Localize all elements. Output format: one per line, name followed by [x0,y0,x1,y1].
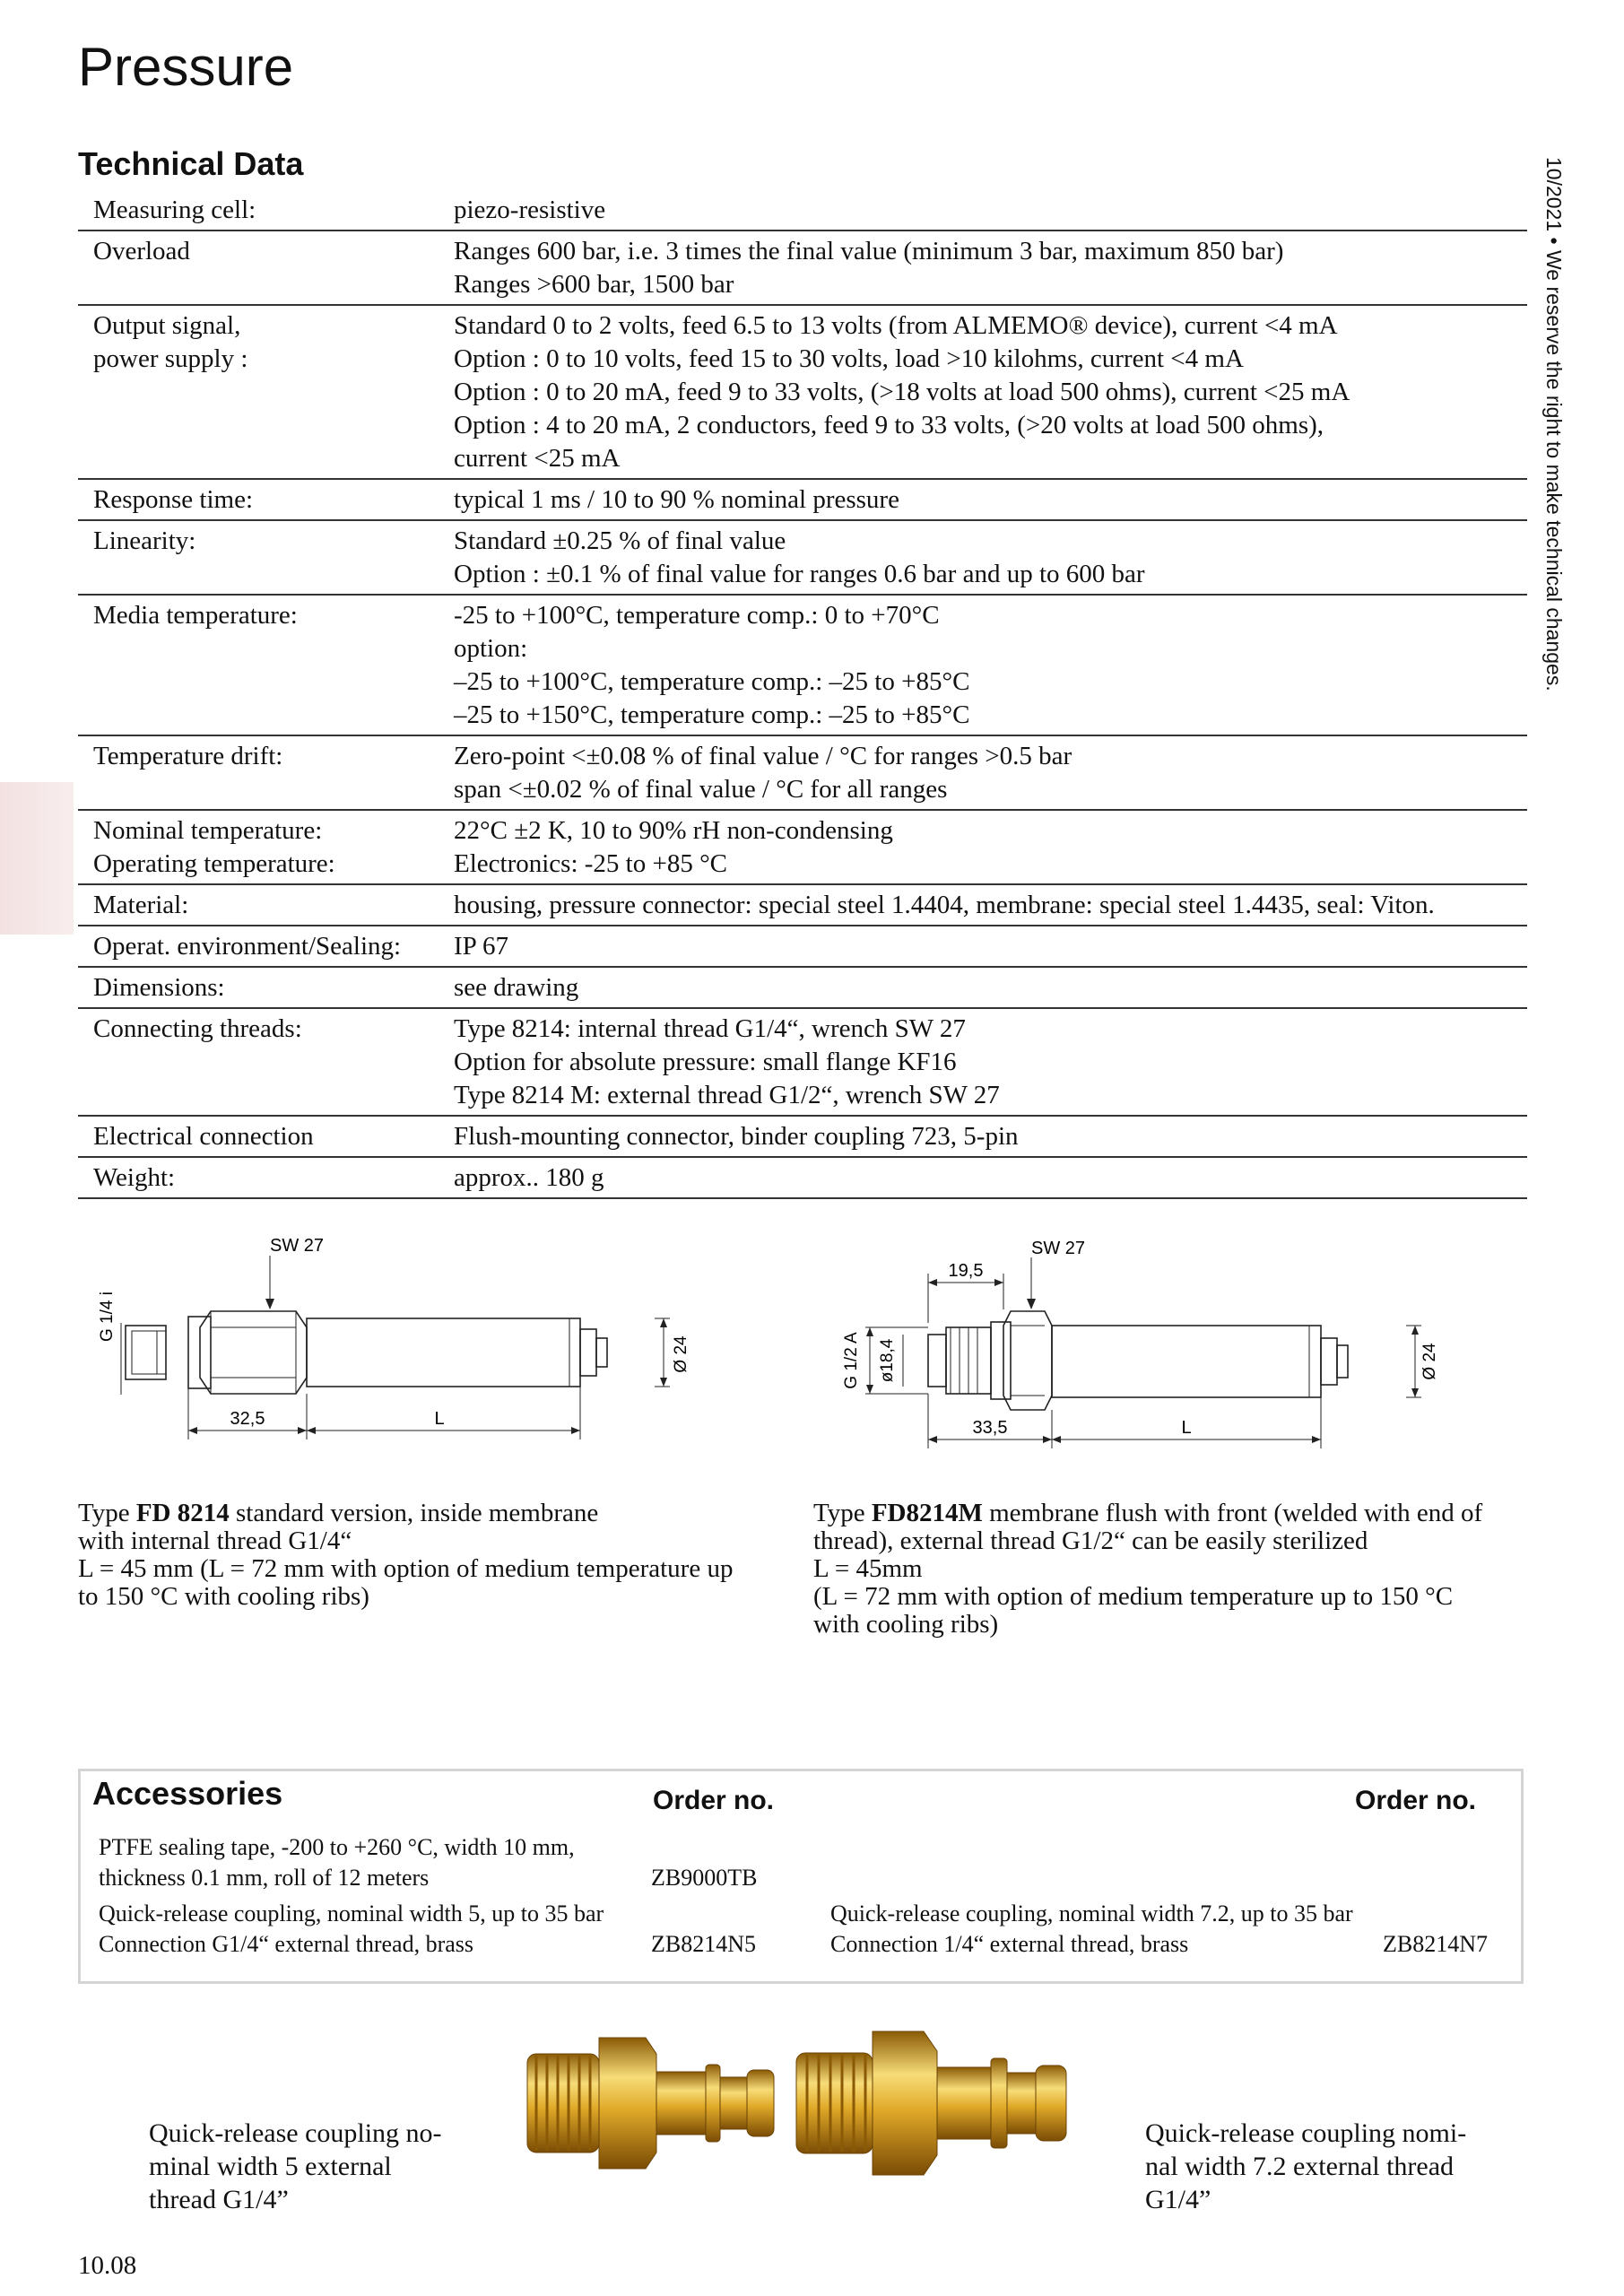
drawing-fd8214m [838,1238,1448,1462]
spec-value-line: approx.. 180 g [454,1163,604,1192]
spec-value [454,735,1527,810]
spec-row [78,520,1527,595]
accessories-title: Accessories [92,1775,283,1812]
side-note: 10/2021 • We reserve the right to make technical changes. [1542,157,1566,691]
spec-value [454,1008,1527,1116]
sw-label: SW 27 [270,1236,325,1256]
caption-fd8214 [78,1500,795,1611]
caption-line: with internal thread G1/4“ [78,1526,352,1555]
accessories-box [78,1769,1524,1984]
spec-label-line: Dimensions: [93,973,225,1002]
drawing-fd8214 [98,1229,713,1453]
spec-value-line: housing, pressure connector: special steel 1.4404, membrane: special steel 1.4435, seal: Viton. [454,891,1435,919]
coupling-n5-photo [520,2027,780,2179]
spec-value [454,1116,1527,1157]
spec-value-line: typical 1 ms / 10 to 90 % nominal pressure [454,485,899,514]
accessory-item-coupling-n5 [99,1899,604,1960]
spec-value-line: Option : 0 to 20 mA, feed 9 to 33 volts, (>18 volts at load 500 ohms), current <25 mA [454,378,1350,406]
spec-label [78,967,454,1008]
spec-value-line: span <±0.02 % of final value / °C for all ranges [454,775,948,804]
spec-label-line: Nominal temperature: [93,816,323,845]
caption-type-prefix: Type [813,1499,872,1527]
inner-diameter-label: ø18,4 [878,1338,897,1383]
caption-line: (L = 72 mm with option of medium temperature up to 150 °C [813,1582,1454,1611]
order-no-header: Order no. [653,1786,775,1815]
spec-label-line: Output signal, [93,311,241,340]
accessory-order-no: ZB8214N7 [1383,1931,1488,1957]
caption-type-name: FD8214M [871,1499,983,1527]
spec-row [78,926,1527,967]
coupling-n7-photo [789,2022,1076,2184]
accessory-description: Quick-release coupling, nominal width 7.2, up to 35 bar [830,1900,1353,1926]
page-number: 10.08 [78,2251,137,2280]
spec-value-line: Ranges 600 bar, i.e. 3 times the final value (minimum 3 bar, maximum 850 bar) [454,237,1284,265]
spec-value-line: Standard ±0.25 % of final value [454,526,786,555]
spec-label [78,479,454,520]
spec-label [78,520,454,595]
spec-row [78,810,1527,884]
caption-line: membrane flush with front (welded with end of [982,1499,1483,1527]
dim-a-label: 33,5 [972,1418,1008,1438]
accessory-description: Connection G1/4“ external thread, brass [99,1931,474,1957]
spec-row [78,884,1527,926]
spec-label [78,1157,454,1198]
spec-value [454,479,1527,520]
spec-row [78,479,1527,520]
spec-label [78,1008,454,1116]
spec-label-line: Measuring cell: [93,196,256,224]
spec-row [78,192,1527,230]
accessory-description: PTFE sealing tape, -200 to +260 °C, width 10 mm, [99,1834,575,1860]
accessory-description: Connection 1/4“ external thread, brass [830,1931,1189,1957]
dim-a-label: 32,5 [230,1409,265,1429]
spec-label-line: Response time: [93,485,254,514]
dim-l-label: L [1181,1418,1192,1438]
caption-type-name: FD 8214 [135,1499,230,1527]
spec-label-line: Operating temperature: [93,849,335,878]
spec-value [454,230,1527,305]
accessory-order-no: ZB8214N5 [651,1931,756,1957]
sw-label: SW 27 [1031,1239,1086,1258]
page-title: Pressure [78,37,294,97]
spec-label-line: Linearity: [93,526,196,555]
spec-label [78,230,454,305]
photo-caption-line: thread G1/4” [149,2185,289,2214]
spec-value-line: IP 67 [454,932,508,961]
caption-type-prefix: Type [78,1499,136,1527]
spec-label-line: Temperature drift: [93,742,283,770]
spec-value-line: Option : ±0.1 % of final value for ranges 0.6 bar and up to 600 bar [454,560,1145,588]
accessory-description: thickness 0.1 mm, roll of 12 meters [99,1865,430,1891]
spec-label-line: Electrical connection [93,1122,314,1151]
caption-line: L = 45mm [813,1554,923,1583]
spec-value-line: current <25 mA [454,444,621,473]
spec-value-line: Option for absolute pressure: small flange KF16 [454,1048,957,1076]
photo-caption-line: minal width 5 external [149,2152,392,2181]
spec-value [454,967,1527,1008]
spec-row [78,230,1527,305]
spec-value-line: -25 to +100°C, temperature comp.: 0 to +70°C [454,601,940,630]
spec-row [78,595,1527,735]
order-no-header: Order no. [1355,1786,1477,1815]
spec-value-line: Type 8214 M: external thread G1/2“, wrench SW 27 [454,1081,1000,1109]
spec-row [78,1116,1527,1157]
spec-value-line: see drawing [454,973,579,1002]
spec-value-line: Option : 4 to 20 mA, 2 conductors, feed 9 to 33 volts, (>20 volts at load 500 ohms), [454,411,1324,439]
photo-caption-line: nal width 7.2 external thread [1145,2152,1455,2181]
spec-label [78,595,454,735]
spec-label [78,735,454,810]
spec-value-line: option: [454,634,528,663]
spec-value-line: –25 to +150°C, temperature comp.: –25 to +85°C [454,700,970,729]
spec-row [78,967,1527,1008]
spec-value [454,520,1527,595]
spec-value [454,1157,1527,1198]
thread-label: G 1/2 A [842,1332,861,1389]
spec-value [454,192,1527,230]
caption-line: with cooling ribs) [813,1610,999,1639]
spec-label-line: Overload [93,237,190,265]
spec-value-line: Standard 0 to 2 volts, feed 6.5 to 13 volts (from ALMEMO® device), current <4 mA [454,311,1338,340]
spec-label-line: Material: [93,891,189,919]
spec-label [78,305,454,479]
spec-row [78,305,1527,479]
photo-caption-line: G1/4” [1145,2185,1211,2214]
spec-label-line: Weight: [93,1163,176,1192]
caption-line: standard version, inside membrane [229,1499,599,1527]
spec-value [454,305,1527,479]
caption-line: L = 45 mm (L = 72 mm with option of medium temperature up [78,1554,734,1583]
spec-row [78,735,1527,810]
spec-label [78,810,454,884]
thread-label: G 1/4 i [98,1292,117,1342]
accessory-item-ptfe-tape [99,1832,575,1893]
spec-value-line: –25 to +100°C, temperature comp.: –25 to +85°C [454,667,970,696]
accessory-description: Quick-release coupling, nominal width 5, up to 35 bar [99,1900,604,1926]
spec-label-line: Operat. environment/Sealing: [93,932,402,961]
spec-value [454,926,1527,967]
photo-caption-n7 [1145,2117,1466,2216]
caption-line: thread), external thread G1/2“ can be easily sterilized [813,1526,1368,1555]
spec-label [78,884,454,926]
spec-value-line: Zero-point <±0.08 % of final value / °C for ranges >0.5 bar [454,742,1073,770]
section-title: Technical Data [78,145,304,182]
photo-caption-line: Quick-release coupling no- [149,2118,442,2148]
caption-fd8214m [813,1500,1531,1639]
spec-value-line: Electronics: -25 to +85 °C [454,849,728,878]
spec-value [454,884,1527,926]
spec-value-line: Option : 0 to 10 volts, feed 15 to 30 volts, load >10 kilohms, current <4 mA [454,344,1244,373]
spec-label [78,192,454,230]
caption-line: to 150 °C with cooling ribs) [78,1582,369,1611]
photo-caption-n5 [149,2117,442,2216]
spec-value-line: piezo-resistive [454,196,606,224]
diameter-label: Ø 24 [672,1335,690,1373]
spec-value-line: Ranges >600 bar, 1500 bar [454,270,734,299]
accent-bar [0,782,74,935]
spec-value-line: Type 8214: internal thread G1/4“, wrench SW 27 [454,1014,966,1043]
photo-caption-line: Quick-release coupling nomi- [1145,2118,1467,2148]
spec-row [78,1008,1527,1116]
spec-row [78,1157,1527,1198]
accessory-item-coupling-n7 [830,1899,1353,1960]
spec-value-line: Flush-mounting connector, binder coupling 723, 5-pin [454,1122,1019,1151]
spec-label [78,926,454,967]
spec-value [454,595,1527,735]
dim-top-label: 19,5 [948,1261,984,1281]
spec-label [78,1116,454,1157]
spec-label-line: power supply : [93,344,248,373]
diameter-label: Ø 24 [1420,1343,1439,1380]
accessory-order-no: ZB9000TB [651,1865,758,1891]
spec-value-line: 22°C ±2 K, 10 to 90% rH non-condensing [454,816,893,845]
spec-table [78,192,1527,1199]
spec-label-line: Connecting threads: [93,1014,302,1043]
spec-label-line: Media temperature: [93,601,298,630]
spec-value [454,810,1527,884]
dim-l-label: L [434,1409,445,1429]
